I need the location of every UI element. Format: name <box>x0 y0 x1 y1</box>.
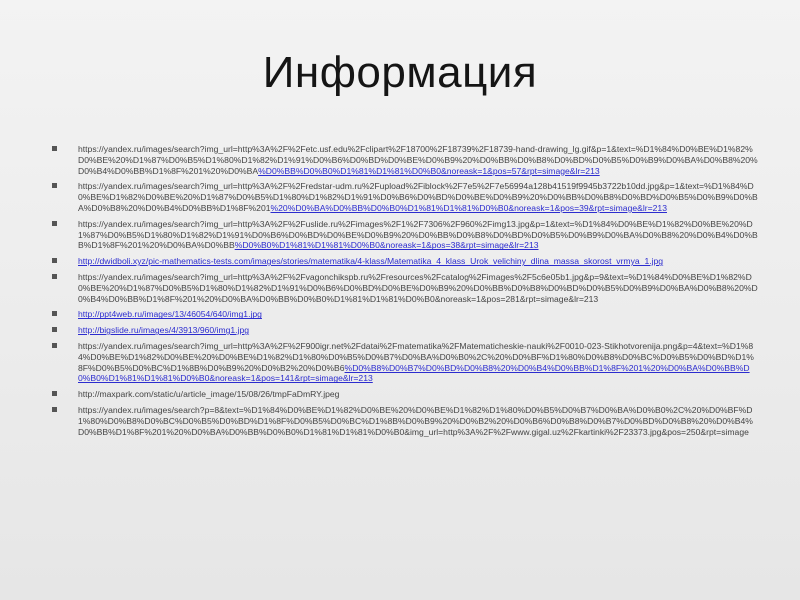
list-item <box>52 389 758 400</box>
bullet-icon <box>52 274 57 279</box>
bullet-icon <box>52 221 57 226</box>
item-text: https://yandex.ru/images/search?img_url=http%3A%2F%2F900igr.net%2Fdatai%2Fmatematika%2FMatematicheskie-nauki%2F0010-023-Stikhotvorenija.png&p=4&text=%D1%84%D0%BE%D1%82%D0%BE%20%D0%BE%D1%82%D1%80%D0%B5%D0%B7%D0%BA%D0%B0%2C%20%D0%BF%D1%80%D0%B8%D0%BC%D0%B5%D0%BD%D1%8F%D0%B5%D0%BC%D1%8B%D0%B9%20%D0%B2%20%D0%B6 <box>78 340 754 373</box>
item-text: https://yandex.ru/images/search?img_url=http%3A%2F%2Fuslide.ru%2Fimages%2F1%2F7306%2F960%2Fimg13.jpg&p=1&text=%D1%84%D0%BE%D1%82%D0%BE%20%D1%87%D0%B5%D1%80%D1%82%D1%91%D0%B6%D0%BD%D0%BE%D0%B9%20%D0%BB%D0%B8%D0%BD%D0%B5%D0%B9%D0%BA%D0%B8%20%D0%B4%D0%BB%D1%8F%201%20%D0%BA%D0%BB <box>78 218 758 251</box>
list-item <box>52 341 758 384</box>
bullet-icon <box>52 327 57 332</box>
item-link[interactable]: http://ppt4web.ru/images/13/46054/640/img1.jpg <box>78 309 262 320</box>
list-item <box>52 325 758 336</box>
list-item <box>52 309 758 320</box>
list-item <box>52 181 758 213</box>
source-list <box>52 144 758 442</box>
list-item <box>52 144 758 176</box>
list-item <box>52 272 758 304</box>
list-item <box>52 256 758 267</box>
item-link[interactable]: http://bigslide.ru/images/4/3913/960/img1.jpg <box>78 325 250 336</box>
item-text: https://yandex.ru/images/search?img_url=http%3A%2F%2Fetc.usf.edu%2Fclipart%2F18700%2F18739%2F18739-hand-drawing_lg.gif&p=1&text=%D1%84%D0%BE%D1%82%D0%BE%20%D1%87%D0%B5%D1%80%D1%82%D1%91%D0%B6%D0%BD%D0%BE%D0%B9%20%D0%BB%D0%B8%D0%BD%D0%B5%D0%B9%D0%BA%D0%B8%20%D0%B4%D0%BB%D1%8F%201%20%D0%BA <box>78 144 758 176</box>
item-link[interactable]: http://dwidboli.xyz/pic-mathematics-tests.com/images/stories/matematika/4-klass/Matematika_4_klass_Urok_velichiny_dlina_massa_skorost_vrmya_1.jpg <box>78 256 664 267</box>
item-link[interactable]: %D0%B8%D0%B7%D0%BD%D0%B8%20%D0%B4%D0%BB%D1%8F%201%20%D0%BA%D0%BB%D0%B0%D1%81%D1%81%D0%B0&noreask=1&pos=141&rpt=simage&lr=213 <box>78 362 750 384</box>
item-text: http://maxpark.com/static/u/article_image/15/08/26/tmpFaDmRY.jpeg <box>78 389 340 400</box>
item-text: https://yandex.ru/images/search?img_url=http%3A%2F%2Fredstar-udm.ru%2Fupload%2Fiblock%2F7e5%2F7e56994a128b41519f9945b3722b10dd.jpg&p=1&text=%D1%84%D0%BE%D1%82%D0%BE%20%D1%87%D0%B5%D1%80%D1%82%D1%91%D0%B6%D0%BD%D0%BE%D0%B9%20%D0%BB%D0%B8%D0%BD%D0%B5%D0%B9%D0%BA%D0%B8%20%D0%B4%D0%BB%D1%8F%201 <box>78 181 758 213</box>
bullet-icon <box>52 343 57 348</box>
list-item <box>52 219 758 251</box>
bullet-icon <box>52 258 57 263</box>
item-text: https://yandex.ru/images/search?p=8&text=%D1%84%D0%BE%D1%82%D0%BE%20%D0%BE%D1%82%D1%80%D0%B5%D0%B7%D0%BA%D0%B0%2C%20%D0%BF%D1%80%D0%B8%D0%BC%D0%B5%D0%BD%D1%8F%D0%B5%D0%BC%D1%8B%D0%B9%20%D0%B2%20%D0%B6%D0%B8%D0%B7%D0%BD%D0%B8%20%D0%B4%D0%BB%D1%8F%201%20%D0%BA%D0%BB%D0%B0%D1%81%D1%81%D0%B0&img_url=http%3A%2F%2Fwww.gigal.uz%2Fkartinki%2F23373.jpg&pos=250&rpt=simage <box>78 404 753 437</box>
slide-title: Информация <box>262 48 538 97</box>
item-text: https://yandex.ru/images/search?img_url=http%3A%2F%2Fvagonchikspb.ru%2Fresources%2Fcatalog%2Fimages%2F5c6e05b1.jpg&p=9&text=%D1%84%D0%BE%D1%82%D0%BE%20%D1%87%D0%B5%D1%80%D1%82%D1%91%D0%B6%D0%BD%D0%BE%D0%B9%20%D0%BB%D0%B8%D0%BD%D0%B5%D0%B9%D0%BA%D0%B8%20%D0%B4%D0%BB%D1%8F%201%20%D0%BA%D0%BB%D0%B0%D1%81%D1%81%D0%B0&noreask=1&pos=281&rpt=simage&lr=213 <box>78 271 758 304</box>
item-link[interactable]: %D0%BB%D0%B0%D1%81%D1%81%D0%B0&noreask=1&pos=57&rpt=simage&lr=213 <box>258 165 600 176</box>
list-item <box>52 405 758 437</box>
item-link[interactable]: %20%D0%BA%D0%BB%D0%B0%D1%81%D1%81%D0%B0&noreask=1&pos=39&rpt=simage&lr=213 <box>270 202 667 213</box>
bullet-icon <box>52 146 57 151</box>
bullet-icon <box>52 311 57 316</box>
bullet-icon <box>52 407 57 412</box>
bullet-icon <box>52 391 57 396</box>
item-link[interactable]: %D0%B0%D1%81%D1%81%D0%B0&noreask=1&pos=38&rpt=simage&lr=213 <box>234 240 539 251</box>
bullet-icon <box>52 183 57 188</box>
